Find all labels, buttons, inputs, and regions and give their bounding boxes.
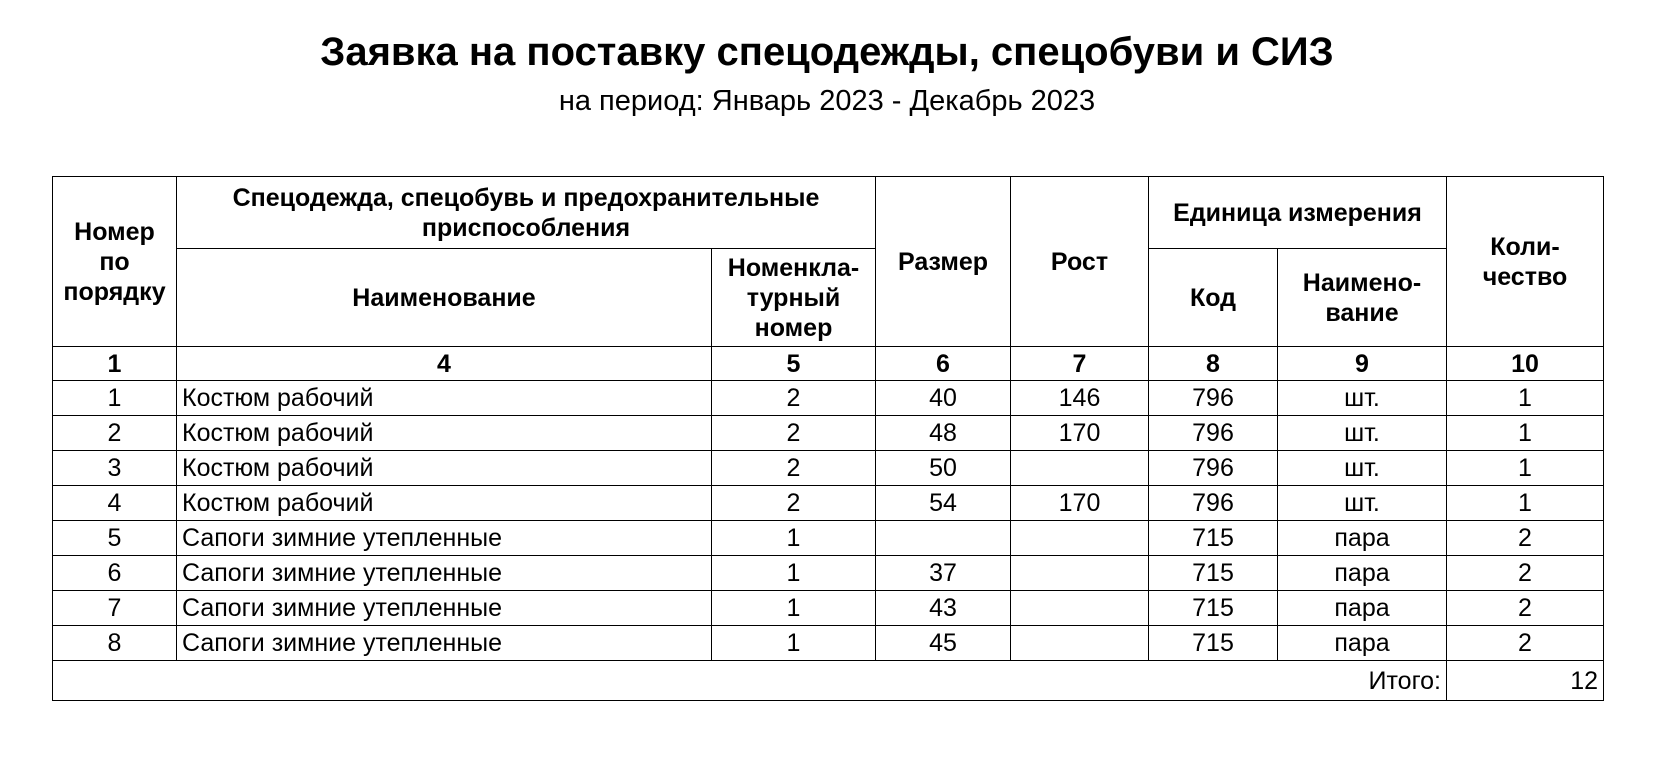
request-table <box>52 176 1604 701</box>
cell-quantity: 2 <box>1447 591 1604 626</box>
cell-nomenclature: 2 <box>712 381 876 416</box>
table-row <box>53 626 1604 661</box>
cell-height: 170 <box>1011 486 1149 521</box>
cell-nomenclature: 1 <box>712 556 876 591</box>
cell-unit-code: 796 <box>1149 451 1278 486</box>
cell-quantity: 2 <box>1447 521 1604 556</box>
cell-unit-name: пара <box>1278 591 1447 626</box>
cell-size: 50 <box>876 451 1011 486</box>
cell-order-number: 8 <box>53 626 177 661</box>
cell-unit-code: 715 <box>1149 556 1278 591</box>
cell-unit-name: шт. <box>1278 381 1447 416</box>
cell-size: 54 <box>876 486 1011 521</box>
cell-height <box>1011 556 1149 591</box>
header-unit-group: Единица измерения <box>1149 177 1447 249</box>
cell-nomenclature: 2 <box>712 451 876 486</box>
cell-item-name: Сапоги зимние утепленные <box>177 521 712 556</box>
column-number: 5 <box>712 347 876 381</box>
cell-quantity: 1 <box>1447 451 1604 486</box>
cell-item-name: Сапоги зимние утепленные <box>177 591 712 626</box>
column-number: 10 <box>1447 347 1604 381</box>
cell-order-number: 5 <box>53 521 177 556</box>
cell-size: 37 <box>876 556 1011 591</box>
table-row <box>53 451 1604 486</box>
cell-quantity: 1 <box>1447 486 1604 521</box>
cell-order-number: 3 <box>53 451 177 486</box>
cell-unit-name: пара <box>1278 626 1447 661</box>
cell-height <box>1011 591 1149 626</box>
cell-nomenclature: 1 <box>712 591 876 626</box>
cell-nomenclature: 2 <box>712 486 876 521</box>
header-name: Наименование <box>177 249 712 347</box>
column-number: 1 <box>53 347 177 381</box>
cell-quantity: 1 <box>1447 416 1604 451</box>
cell-item-name: Сапоги зимние утепленные <box>177 556 712 591</box>
cell-size: 40 <box>876 381 1011 416</box>
column-number-row <box>53 347 1604 381</box>
table-row <box>53 591 1604 626</box>
cell-size: 45 <box>876 626 1011 661</box>
cell-unit-code: 796 <box>1149 416 1278 451</box>
cell-quantity: 2 <box>1447 556 1604 591</box>
document-period: на период: Январь 2023 - Декабрь 2023 <box>558 85 1096 117</box>
cell-item-name: Костюм рабочий <box>177 451 712 486</box>
cell-size: 43 <box>876 591 1011 626</box>
cell-nomenclature: 2 <box>712 416 876 451</box>
cell-nomenclature: 1 <box>712 626 876 661</box>
header-quantity: Коли-чество <box>1447 177 1604 347</box>
table-header <box>53 177 1604 381</box>
cell-size <box>876 521 1011 556</box>
column-number: 6 <box>876 347 1011 381</box>
cell-unit-code: 715 <box>1149 591 1278 626</box>
cell-order-number: 2 <box>53 416 177 451</box>
cell-height <box>1011 626 1149 661</box>
cell-nomenclature: 1 <box>712 521 876 556</box>
total-value: 12 <box>1447 661 1604 701</box>
cell-unit-name: шт. <box>1278 451 1447 486</box>
cell-unit-code: 715 <box>1149 521 1278 556</box>
cell-order-number: 6 <box>53 556 177 591</box>
header-unit-code: Код <box>1149 249 1278 347</box>
cell-unit-code: 796 <box>1149 381 1278 416</box>
cell-item-name: Костюм рабочий <box>177 416 712 451</box>
cell-unit-name: пара <box>1278 556 1447 591</box>
cell-order-number: 1 <box>53 381 177 416</box>
header-nomenclature: Номенкла-турный номер <box>712 249 876 347</box>
cell-quantity: 1 <box>1447 381 1604 416</box>
column-number: 9 <box>1278 347 1447 381</box>
cell-unit-name: шт. <box>1278 416 1447 451</box>
table-row <box>53 556 1604 591</box>
cell-order-number: 7 <box>53 591 177 626</box>
header-item-group: Спецодежда, спецобувь и предохранительные приспособления <box>177 177 876 249</box>
header-unit-name: Наимено-вание <box>1278 249 1447 347</box>
total-row <box>53 661 1604 701</box>
table-row <box>53 416 1604 451</box>
cell-height <box>1011 451 1149 486</box>
cell-unit-name: пара <box>1278 521 1447 556</box>
cell-unit-code: 715 <box>1149 626 1278 661</box>
cell-unit-code: 796 <box>1149 486 1278 521</box>
table-row <box>53 381 1604 416</box>
cell-size: 48 <box>876 416 1011 451</box>
column-number: 8 <box>1149 347 1278 381</box>
cell-item-name: Сапоги зимние утепленные <box>177 626 712 661</box>
cell-item-name: Костюм рабочий <box>177 486 712 521</box>
cell-item-name: Костюм рабочий <box>177 381 712 416</box>
cell-height <box>1011 521 1149 556</box>
table-body <box>53 381 1604 701</box>
document-title: Заявка на поставку спецодежды, спецобуви и СИЗ <box>320 30 1334 74</box>
cell-order-number: 4 <box>53 486 177 521</box>
table-row <box>53 486 1604 521</box>
header-height: Рост <box>1011 177 1149 347</box>
column-number: 4 <box>177 347 712 381</box>
cell-quantity: 2 <box>1447 626 1604 661</box>
cell-height: 146 <box>1011 381 1149 416</box>
header-order-number: Номер по порядку <box>53 177 177 347</box>
total-label: Итого: <box>53 661 1447 701</box>
cell-unit-name: шт. <box>1278 486 1447 521</box>
header-size: Размер <box>876 177 1011 347</box>
table-row <box>53 521 1604 556</box>
column-number: 7 <box>1011 347 1149 381</box>
cell-height: 170 <box>1011 416 1149 451</box>
